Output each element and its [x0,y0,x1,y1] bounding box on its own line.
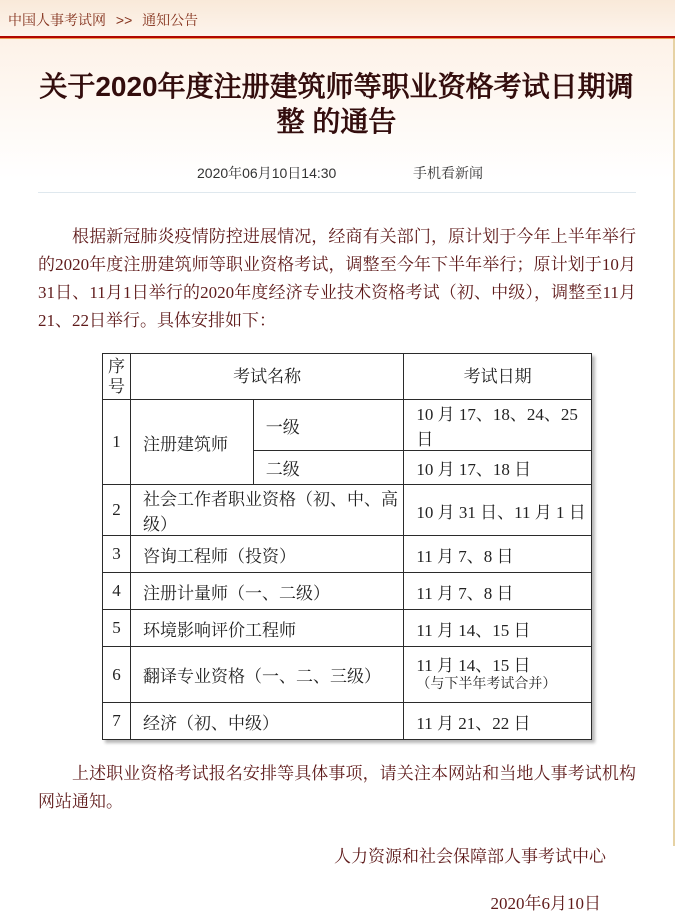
cell-seq: 6 [103,647,131,703]
cell-seq: 7 [103,703,131,740]
cell-exam-date: 11 月 7、8 日 [404,573,592,610]
cell-exam-date-main: 11 月 14、15 日 [416,656,531,675]
cell-exam-name: 环境影响评价工程师 [130,610,403,647]
breadcrumb [0,0,675,36]
table-row [103,703,592,740]
cell-exam-name: 注册建筑师 [130,400,253,485]
breadcrumb-site-link[interactable]: 中国人事考试网 [8,12,106,28]
cell-seq: 2 [103,485,131,536]
page-title: 关于2020年度注册建筑师等职业资格考试日期调整 的通告 [39,71,634,137]
cell-seq: 3 [103,536,131,573]
cell-exam-name: 注册计量师（一、二级） [130,573,403,610]
header-exam-date: 考试日期 [404,354,592,400]
cell-seq: 1 [103,400,131,485]
publish-date: 2020年06月10日14:30 [197,165,337,181]
cell-exam-date: 10 月 17、18、24、25 日 [404,400,592,451]
table-row [103,485,592,536]
cell-exam-level: 二级 [253,451,404,485]
cell-exam-date-note: （与下半年考试合并） [416,677,557,692]
cell-exam-date: 10 月 31 日、11 月 1 日 [404,485,592,536]
cell-exam-date: 11 月 21、22 日 [404,703,592,740]
cell-exam-date: 11 月 14、15 日 [404,610,592,647]
body-paragraph-2: 上述职业资格考试报名安排等具体事项，请关注本网站和当地人事考试机构网站通知。 [38,764,636,811]
cell-exam-name: 翻译专业资格（一、二、三级） [130,647,403,703]
signature-date: 2020年6月10日 [490,894,601,913]
table-row [103,610,592,647]
cell-seq: 5 [103,610,131,647]
cell-seq: 4 [103,573,131,610]
cell-exam-date: 10 月 17、18 日 [404,451,592,485]
article-content [0,39,675,913]
table-row [103,573,592,610]
header-exam-name: 考试名称 [130,354,403,400]
cell-exam-name: 咨询工程师（投资） [130,536,403,573]
cell-exam-date: 11 月 7、8 日 [404,536,592,573]
breadcrumb-separator: >> [115,12,133,28]
table-header-row [103,354,592,400]
signature-org: 人力资源和社会保障部人事考试中心 [334,847,606,866]
table-row [103,400,592,451]
article-meta [0,163,673,183]
breadcrumb-section-link[interactable]: 通知公告 [142,12,199,28]
meta-divider [38,192,636,193]
cell-exam-date [404,647,592,703]
mobile-news-link[interactable]: 手机看新闻 [413,165,483,181]
header-seq: 序号 [103,354,131,400]
table-row [103,647,592,703]
cell-exam-name: 社会工作者职业资格（初、中、高级） [130,485,403,536]
cell-exam-level: 一级 [253,400,404,451]
body-paragraph-1: 根据新冠肺炎疫情防控进展情况，经商有关部门，原计划于今年上半年举行的2020年度注册建筑师等职业资格考试，调整至今年下半年举行；原计划于10月31日、11月1日举行的2020年度经济专业技术资格考试（初、中级），调整至11月21、22日举行。具体安排如下： [38,227,636,330]
table-row [103,536,592,573]
exam-schedule-table [102,353,592,740]
cell-exam-name: 经济（初、中级） [130,703,403,740]
